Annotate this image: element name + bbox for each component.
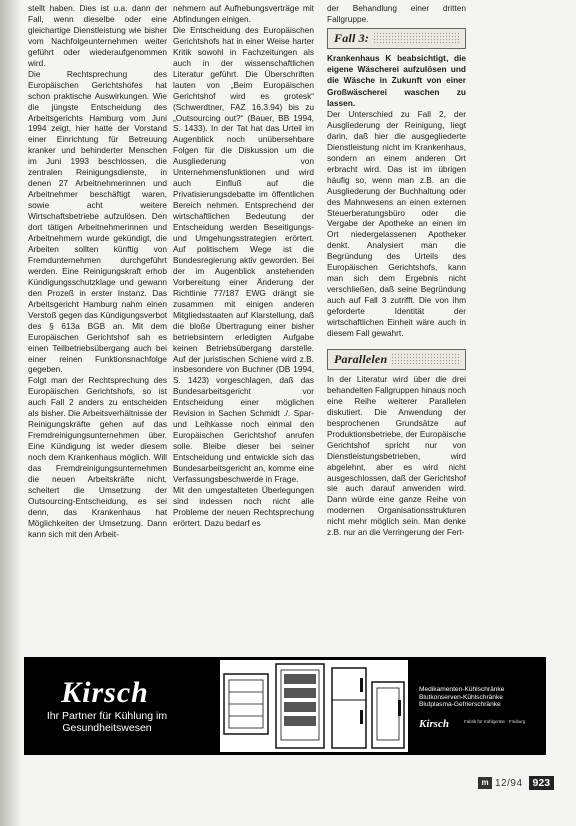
- page-binding-shadow: [0, 0, 22, 826]
- ad-product-item: Blutkonserven-Kühlschränke: [419, 693, 503, 701]
- fridge-illustration: [220, 660, 408, 752]
- paragraph: Die Entscheidung des Europäischen Gerichtshofs hat in einer Weise harter Kritik sowohl in Fachzeitungen als auch in der wissenschaftlichen Literatur geführt. Die Überschriften lauten von „Beim Europäischen Gerichtshof wird es grotesk“ (Schwerdtner, FAZ 16.3.94) bis zu „Outsourcing out?“ (Bauer, BB 1994, S. 1433). In der Tat hat das Urteil im Augenblick noch unübersehbare Folgen für die Diskussion um die Ausgliederung von Unternehmensfunktionen und wird auch Einfluß auf die Privatisierungsdebatte im öffentlichen Bereich nehmen. Entsprechend der wirtschaftlichen Bedeutung der Entscheidung werden Beseitigungs- und Umgehungsstrategien erörtert. Auf politischem Wege ist die Bundesregierung aktiv geworden. Bei der im Augenblick anstehenden Vorbereitung einer Änderung der Richtlinie 77/187 EWG drängt sie zusammen mit einigen anderen Mitgliedsstaaten auf Klarstellung, daß die bloße Übertragung einer bisher betriebsintern erledigten Aufgabe keinen Betriebsübergang darstelle. Auf der juristischen Schiene wird z.B. insbesondere von Buchner (DB 1994, S. 1423) vorgeschlagen, daß das Bundesarbeitsgericht vor Entscheidung einer möglichen Revision in Sachen Schmidt ./. Spar- und Leihkasse noch einmal den Europäischen Gerichtshof anrufen solle. Bleibe dieser bei seiner Entscheidung und entwickle sich das Bundesarbeitsgericht an, komme eine Verfassungsbeschwerde in Frage.: [173, 24, 314, 484]
- heading-dot-pattern: [391, 353, 461, 366]
- section-heading-text: Fall 3:: [334, 30, 370, 45]
- paragraph: nehmern auf Aufhebungsverträge mit Abfindungen einigen.: [173, 3, 314, 24]
- ad-logo-small: Kirsch: [419, 718, 449, 730]
- paragraph: der Behandlung einer dritten Fallgruppe.: [327, 3, 466, 24]
- page-footer: [478, 776, 554, 790]
- refrigerators-icon: [220, 660, 408, 752]
- journal-logo-icon: m: [478, 777, 492, 789]
- section-heading-parallelen: [327, 349, 466, 370]
- text-column-1: [28, 3, 167, 540]
- ad-product-item: Blutplasma-Gefrierschränke: [419, 701, 501, 709]
- paragraph: Die Rechtsprechung des Europäischen Gerichtshofes hat schon praktische Auswirkungen. Wie die jüngste Entscheidung des Arbeitsgerichts Hamburg vom Juni 1994 zeigt, hier hatte der Vorstand einer Einrichtung für Betreuung kranker und behinderter Menschen im Juni 1993 beschlossen, die zentralen Reinigungsdienste, in denen 27 Arbeitnehmerinnen und Arbeitnehmer beschäftigt waren, sowie acht weitere Wirtschaftsbetriebe aufzulösen. Den dort tätigen Arbeitnehmerinnen und Arbeitnehmern wurde gekündigt, die Arbeiten sollten künftig von Fremdunternehmen durchgeführt werden. Eine Reinigungskraft erhob Kündigungsschutzklage und gewann den Prozeß in erster Instanz. Das Arbeitsgericht Hamburg nahm einen Verstoß gegen das Kündigungsverbot des § 613a BGB an. Mit dem Europäischen Gerichtshof sah es einen Teilbetriebsübergang auch bei einer reinen Funktionsnachfolge gegeben.: [28, 68, 167, 375]
- ad-tagline: Ihr Partner für Kühlung im Gesundheitswesen: [46, 710, 168, 734]
- page-number: 923: [529, 776, 555, 790]
- text-column-2: [173, 3, 314, 529]
- ad-product-item: Medikamenten-Kühlschränke: [419, 686, 505, 693]
- text-column-3: [327, 3, 466, 538]
- ad-product-list: [419, 686, 543, 709]
- paragraph: Der Unterschied zu Fall 2, der Ausgliederung der Reinigung, liegt darin, daß hier die ausgegliederte Dienstleistung nicht im Krankenhaus, sondern an einem anderen Ort erbracht wird. Das ist im übrigen häufig so, wenn man z.B. an die Ausgliederung der Buchhaltung oder des Mahnwesens an einen externen Steuerberatungsbüro oder die Vergabe der Apotheke an einen im Ort niedergelassenen Apotheker denkt. Analysiert man die Begründung des Urteils des Europäischen Gerichtshofs, kann man sich dem Ergebnis nicht verschließen, daß seine Begründung auch auf Fall 3 zutrifft. Die von ihm geforderte Identität der wirtschaftlichen Einheit wäre auch in diesem Fall gewahrt.: [327, 108, 466, 338]
- paragraph: Mit den umgestalteten Überlegungen sind indessen noch nicht alle Probleme der neuen Rechtsprechung erörtert. Dazu bedarf es: [173, 484, 314, 528]
- paragraph: Folgt man der Rechtsprechung des Europäischen Gerichtshofs, so ist auch Fall 2 anders zu entscheiden als bisher. Die Arbeitsverhältnisse der Reinigungskräfte gehen auf das Fremdreinigungsunternehmen über. Eine Kündigung ist weder diesem noch dem Krankenhaus möglich. Will das Fremdreinigungsunternehmen die neuen Arbeitskräfte nicht, scheitert die Umsetzung der Outsourcing-Entscheidung, es sei denn, das Krankenhaus hat Möglichkeiten der Umsetzung. Dann kann sich mit den Arbeit-: [28, 375, 167, 539]
- case-lead: Krankenhaus K beabsichtigt, die eigene Wäscherei aufzulösen und die Wäsche in Zukunft von einer Großwäscherei waschen zu lassen.: [327, 52, 466, 108]
- section-heading-fall-3: [327, 28, 466, 49]
- ad-small-print: Fabrik für Kühlgeräte · Freiburg: [464, 719, 526, 724]
- advertisement: [24, 657, 546, 755]
- ad-logo: Kirsch: [61, 676, 149, 709]
- paragraph: stellt haben. Dies ist u.a. dann der Fall, wenn dieselbe oder eine gleichartige Dienstleistung wie bisher vom Nachfolgeunternehmen weiter geführt oder wiederaufgenommen wird.: [28, 3, 167, 68]
- paragraph: In der Literatur wird über die drei behandelten Fallgruppen hinaus noch eine Reihe weiterer Parallelen diskutiert. Die Anwendung der besprochenen Grundsätze auf Produktionsbetriebe, der Europäische Gerichtshof spricht nur von Dienstleistungsbetrieben, wird abgelehnt, aber es wird nicht ausgeschlossen, daß der Gerichtshof sie auch darauf anwenden wird. Dann würde eine ganze Reihe von modernen Organisationsstrukturen nicht mehr möglich sein. Man denke z.B. nur an die Verringerung der Fert-: [327, 373, 466, 538]
- issue-number: 12/94: [495, 777, 523, 789]
- section-heading-text: Parallelen: [334, 351, 388, 366]
- heading-dot-pattern: [373, 32, 461, 45]
